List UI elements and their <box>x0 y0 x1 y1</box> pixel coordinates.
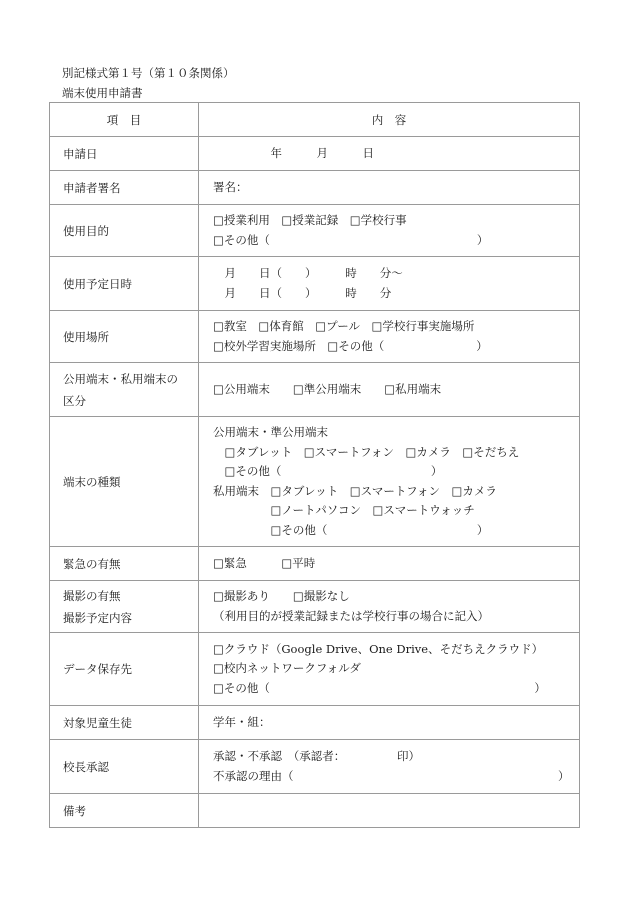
form-title: 端末使用申請書 <box>62 86 143 100</box>
row-target-students <box>50 706 580 740</box>
row-principal-approval <box>50 740 580 794</box>
field-scheduled-datetime[interactable]: 月 日（ ） 時 分～ 月 日（ ） 時 分 <box>199 257 580 311</box>
label-device-type: 端末の種類 <box>50 417 199 547</box>
label-filming: 撮影の有無 撮影予定内容 <box>50 581 199 633</box>
label-principal-approval: 校長承認 <box>50 740 199 794</box>
label-application-date: 申請日 <box>50 137 199 171</box>
label-applicant-signature: 申請者署名 <box>50 171 199 205</box>
field-remarks[interactable] <box>199 794 580 828</box>
row-purpose <box>50 205 580 257</box>
label-purpose: 使用目的 <box>50 205 199 257</box>
header-content: 内 容 <box>199 103 580 137</box>
row-applicant-signature <box>50 171 580 205</box>
row-scheduled-datetime <box>50 257 580 311</box>
label-device-category: 公用端末・私用端末の 区分 <box>50 363 199 417</box>
field-device-type[interactable]: 公用端末・準公用端末 □タブレット □スマートフォン □カメラ □そだちえ □その他（ ） 私用端末 □タブレット □スマートフォン □カメラ □ノートパソコン □スマートウォッチ □その他（ ） <box>199 417 580 547</box>
field-filming[interactable]: □撮影あり □撮影なし （利用目的が授業記録または学校行事の場合に記入） <box>199 581 580 633</box>
field-purpose[interactable]: □授業利用 □授業記録 □学校行事 □その他（ ） <box>199 205 580 257</box>
label-urgency: 緊急の有無 <box>50 547 199 581</box>
field-urgency[interactable]: □緊急 □平時 <box>199 547 580 581</box>
label-location: 使用場所 <box>50 311 199 363</box>
label-scheduled-datetime: 使用予定日時 <box>50 257 199 311</box>
field-principal-approval[interactable]: 承認・不承認 （承認者： 印） 不承認の理由（ ） <box>199 740 580 794</box>
field-device-category[interactable]: □公用端末 □準公用端末 □私用端末 <box>199 363 580 417</box>
form-number: 別記様式第１号（第１０条関係） <box>62 66 235 80</box>
row-device-category <box>50 363 580 417</box>
field-target-students[interactable]: 学年・組： <box>199 706 580 740</box>
row-data-storage <box>50 633 580 706</box>
row-device-type <box>50 417 580 547</box>
field-data-storage[interactable]: □クラウド（Google Drive、One Drive、そだちえクラウド） □校内ネットワークフォルダ □その他（ ） <box>199 633 580 706</box>
field-applicant-signature[interactable]: 署名： <box>199 171 580 205</box>
row-location <box>50 311 580 363</box>
label-target-students: 対象児童生徒 <box>50 706 199 740</box>
row-urgency <box>50 547 580 581</box>
row-remarks <box>50 794 580 828</box>
application-table <box>49 102 580 828</box>
field-location[interactable]: □教室 □体育館 □プール □学校行事実施場所 □校外学習実施場所 □その他（ ） <box>199 311 580 363</box>
table-header-row <box>50 103 580 137</box>
row-application-date <box>50 137 580 171</box>
header-item: 項 目 <box>50 103 199 137</box>
field-application-date[interactable]: 年 月 日 <box>199 137 580 171</box>
row-filming <box>50 581 580 633</box>
label-remarks: 備考 <box>50 794 199 828</box>
label-data-storage: データ保存先 <box>50 633 199 706</box>
